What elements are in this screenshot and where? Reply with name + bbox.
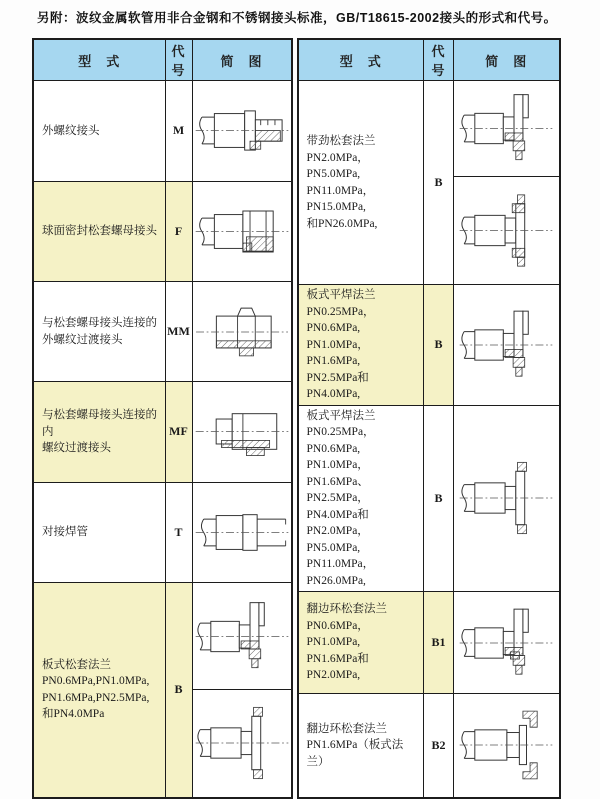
fitting-type-line: 对接焊管 [42, 526, 88, 539]
fitting-type-cell [33, 381, 165, 482]
fitting-type-line: 螺纹过渡接头 [42, 442, 111, 454]
fitting-type-line: 翻边环松套法兰 [306, 722, 387, 735]
fitting-type-cell [33, 583, 165, 798]
loose-nut-fitting-diagram-icon [193, 193, 291, 270]
fitting-type-line: PN2.0MPa，PN5.0MPa, [306, 525, 369, 554]
fitting-type-cell [33, 181, 165, 282]
neck-loose-flange-bolted-diagram-icon [457, 182, 555, 279]
flat-weld-flange-diagram-icon [457, 303, 555, 387]
flared-ring-loose-flange-diagram-icon [457, 601, 555, 685]
fitting-diagram-cell [454, 81, 560, 177]
table-row [33, 381, 292, 482]
table-row [33, 282, 292, 382]
page-title: 另附：波纹金属软管用非合金钢和不锈钢接头标准，GB/T18615-2002接头的形式和代号。 [37, 11, 557, 25]
flat-weld-flange-bolted-diagram-icon [457, 456, 555, 540]
fitting-type-line: PN2.5MPa，PN4.0MPa和 [306, 492, 369, 521]
table-row [33, 81, 292, 182]
fitting-diagram-cell [454, 405, 560, 592]
fitting-type-line: 板式平焊法兰 [306, 289, 376, 301]
fitting-type-cell [298, 694, 424, 798]
fitting-code-cell: MF [165, 381, 192, 482]
fitting-diagram-cell [192, 81, 292, 182]
table-row [33, 482, 292, 583]
fitting-type-line: PN1.0MPa，PN1.6MPa、 [306, 459, 369, 488]
fitting-type-cell [298, 592, 424, 694]
female-union-fitting-diagram-icon [193, 393, 291, 470]
fitting-code-cell: M [165, 81, 192, 182]
fitting-diagram-cell [192, 583, 292, 689]
fitting-type-line: PN11.0MPa，PN15.0MPa, [306, 184, 375, 213]
butt-weld-pipe-diagram-icon [193, 494, 291, 571]
fitting-type-line: PN0.6MPa,PN1.0MPa, [42, 675, 150, 688]
fitting-type-line: 翻边环松套法兰 [306, 603, 387, 616]
table-row [298, 285, 560, 406]
fitting-type-cell [33, 81, 165, 182]
fitting-type-line: PN11.0MPa，PN26.0MPa, [306, 558, 375, 587]
fitting-type-line: 带劲松套法兰 [306, 135, 376, 147]
fitting-type-line: PN2.5MPa和PN4.0MPa, [306, 371, 369, 400]
fitting-type-line: 和PN26.0MPa, [306, 217, 378, 230]
fitting-type-line: PN0.25MPa，PN0.6MPa, [306, 426, 375, 455]
fitting-type-line: PN0.25MPa，PN0.6MPa, [306, 305, 375, 334]
fitting-code-cell: T [165, 482, 192, 583]
flared-ring-plate-flange-diagram-icon [457, 703, 555, 787]
male-thread-fitting-diagram-icon [193, 92, 291, 169]
fitting-table-left [32, 38, 293, 799]
table-row [298, 592, 560, 694]
fitting-code-cell: B [424, 405, 454, 592]
loose-plate-flange-bolted-diagram-icon [193, 702, 291, 784]
fitting-table-right [297, 38, 561, 799]
fitting-type-line: 与松套螺母接头连接的内 [42, 409, 157, 438]
fitting-type-line: PN1.6MPa（板式法兰） [306, 739, 404, 768]
fitting-type-cell [33, 282, 165, 382]
fitting-type-line: PN1.6MPa和PN2.0MPa, [306, 652, 369, 682]
fitting-diagram-cell [454, 592, 560, 694]
fitting-tables [32, 38, 561, 799]
col-header-diagram: 简 图 [192, 39, 292, 81]
col-header-code: 代号 [165, 39, 192, 81]
fitting-type-line: PN1.0MPa，PN1.6MPa, [306, 338, 369, 367]
fitting-code-cell: B2 [424, 694, 454, 798]
col-header-type: 型 式 [298, 39, 424, 81]
table-row [33, 583, 292, 689]
fitting-diagram-cell [192, 381, 292, 482]
table-row [33, 181, 292, 282]
fitting-code-cell: F [165, 181, 192, 282]
fitting-type-cell [33, 482, 165, 583]
fitting-type-line: 与松套螺母接头连接的 [42, 317, 157, 330]
fitting-diagram-cell [454, 694, 560, 798]
fitting-type-line: 外螺纹过渡接头 [42, 333, 123, 346]
hex-nipple-fitting-diagram-icon [193, 294, 291, 370]
table-row [298, 694, 560, 798]
fitting-type-line: PN1.6MPa,PN2.5MPa, [42, 691, 150, 704]
fitting-type-line: 外螺纹接头 [42, 124, 100, 137]
col-header-diagram: 简 图 [454, 39, 560, 81]
fitting-type-cell [298, 405, 424, 592]
fitting-diagram-cell [192, 181, 292, 282]
fitting-type-line: PN2.0MPa，PN5.0MPa, [306, 151, 369, 180]
table-row [298, 81, 560, 177]
fitting-diagram-cell [454, 285, 560, 406]
fitting-type-line: 板式松套法兰 [42, 658, 111, 671]
loose-plate-flange-diagram-icon [193, 596, 291, 677]
col-header-code: 代号 [424, 39, 454, 81]
fitting-diagram-cell [192, 689, 292, 797]
fitting-code-cell: B1 [424, 592, 454, 694]
neck-loose-flange-diagram-icon [457, 86, 555, 171]
fitting-diagram-cell [192, 482, 292, 583]
fitting-code-cell: MM [165, 282, 192, 382]
fitting-type-line: 板式平焊法兰 [306, 409, 376, 422]
fitting-type-line: 球面密封松套螺母接头 [42, 225, 157, 238]
fitting-type-cell [298, 285, 424, 406]
fitting-diagram-cell [454, 177, 560, 285]
col-header-type: 型 式 [33, 39, 165, 81]
header-row [33, 39, 292, 81]
fitting-type-line: 和PN4.0MPa [42, 708, 105, 721]
table-row [298, 405, 560, 592]
fitting-code-cell: B [424, 285, 454, 406]
fitting-code-cell: B [424, 81, 454, 285]
fitting-diagram-cell [192, 282, 292, 382]
header-row [298, 39, 560, 81]
fitting-type-line: PN0.6MPa，PN1.0MPa, [306, 619, 369, 649]
fitting-code-cell: B [165, 583, 192, 798]
fitting-type-cell [298, 81, 424, 285]
